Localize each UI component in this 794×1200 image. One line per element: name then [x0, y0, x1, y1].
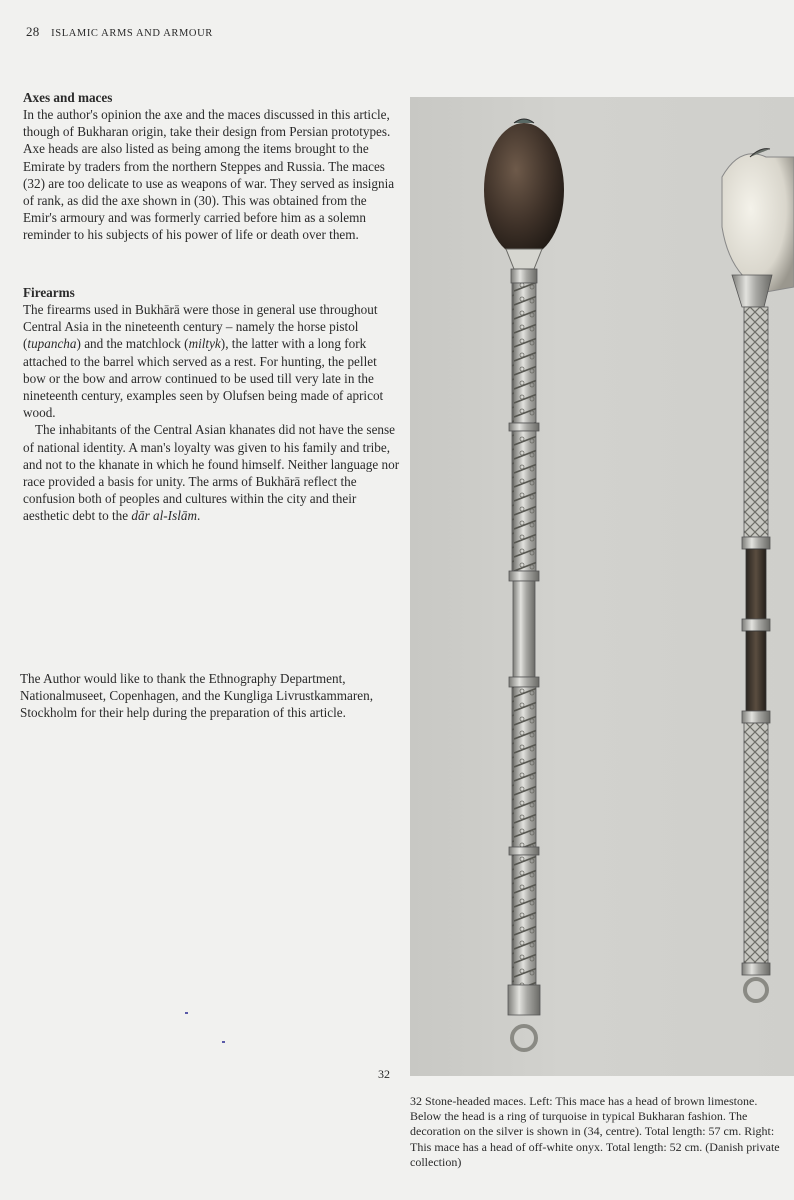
section-heading-axes: Axes and maces — [23, 90, 113, 105]
brown-limestone-head — [484, 123, 564, 257]
figure-caption-text: 32 Stone-headed maces. Left: This mace has a head of brown limestone. Below the head is a ring of turquoise in typical Bukharan fashion. The decoration on the silver is shown in (34, centre). Total length: 57 cm. Right: This mace has a head of off-white onyx. Total length: 52 cm. (Danish private collection) — [410, 1094, 780, 1169]
maces-illustration — [410, 97, 794, 1076]
axes-paragraph: In the author's opinion the axe and the maces discussed in this article, though of Bukharan origin, take their design from Persian prototypes. Axe heads are also listed as being among the items brought to the Emirate by traders from the northern Steppes and Russia. The maces (32) are too delicate to use as weapons of war. They served as insignia of rank, as did the axe shown in (30). This was obtained from the Emir's armoury and was formerly carried before him as a solemn reminder to his subjects of his power of life or death over them. — [23, 107, 395, 243]
plate-number: 32 — [378, 1067, 390, 1081]
photograph-maces — [410, 97, 794, 1076]
left-mace-ring — [512, 1026, 536, 1050]
section-axes-and-maces — [23, 89, 401, 244]
term-miltyk: miltyk — [188, 336, 221, 352]
firearms-paragraph-1: The firearms used in Bukhārā were those in general use throughout Central Asia in the nineteenth century – namely the horse pistol (tupancha) and the matchlock (miltyk), the latter with a long fork attached to the barrel which served as a rest. For hunting, the pellet bow or the bow and arrow continued to be used till very late in the nineteenth century, examples seen by Olufsen being made of apricot wood. — [23, 302, 384, 421]
ink-speck — [222, 1041, 225, 1043]
right-mace — [722, 149, 794, 1001]
ink-speck — [185, 1012, 188, 1014]
figure-caption — [410, 1094, 790, 1170]
left-mace — [484, 119, 564, 1050]
running-head — [26, 24, 213, 40]
term-dar-al-islam: dār al-Islām — [131, 508, 197, 524]
page-number: 28 — [26, 24, 40, 39]
turquoise-ring — [506, 249, 542, 269]
term-tupancha: tupancha — [27, 336, 77, 352]
acknowledgement-text: The Author would like to thank the Ethnography Department, Nationalmuseet, Copenhagen, and the Kungliga Livrustkammaren, Stockholm for their help during the preparation of this article. — [20, 671, 374, 721]
firearms-paragraph-2: The inhabitants of the Central Asian khanates did not have the sense of national identity. A man's loyalty was given to his family and tribe, and not to the khanate in which he found himself. Neither language nor race provided a basis for unity. The arms of Bukhārā reflect the confusion both of peoples and cultures within the city and their aesthetic debt to the dār al-Islām. — [23, 422, 400, 524]
running-title: ISLAMIC ARMS AND ARMOUR — [51, 28, 213, 39]
right-mace-ring — [745, 979, 767, 1001]
onyx-head — [722, 154, 794, 292]
section-heading-firearms: Firearms — [23, 285, 75, 300]
acknowledgement — [20, 670, 390, 722]
section-firearms — [23, 284, 401, 525]
